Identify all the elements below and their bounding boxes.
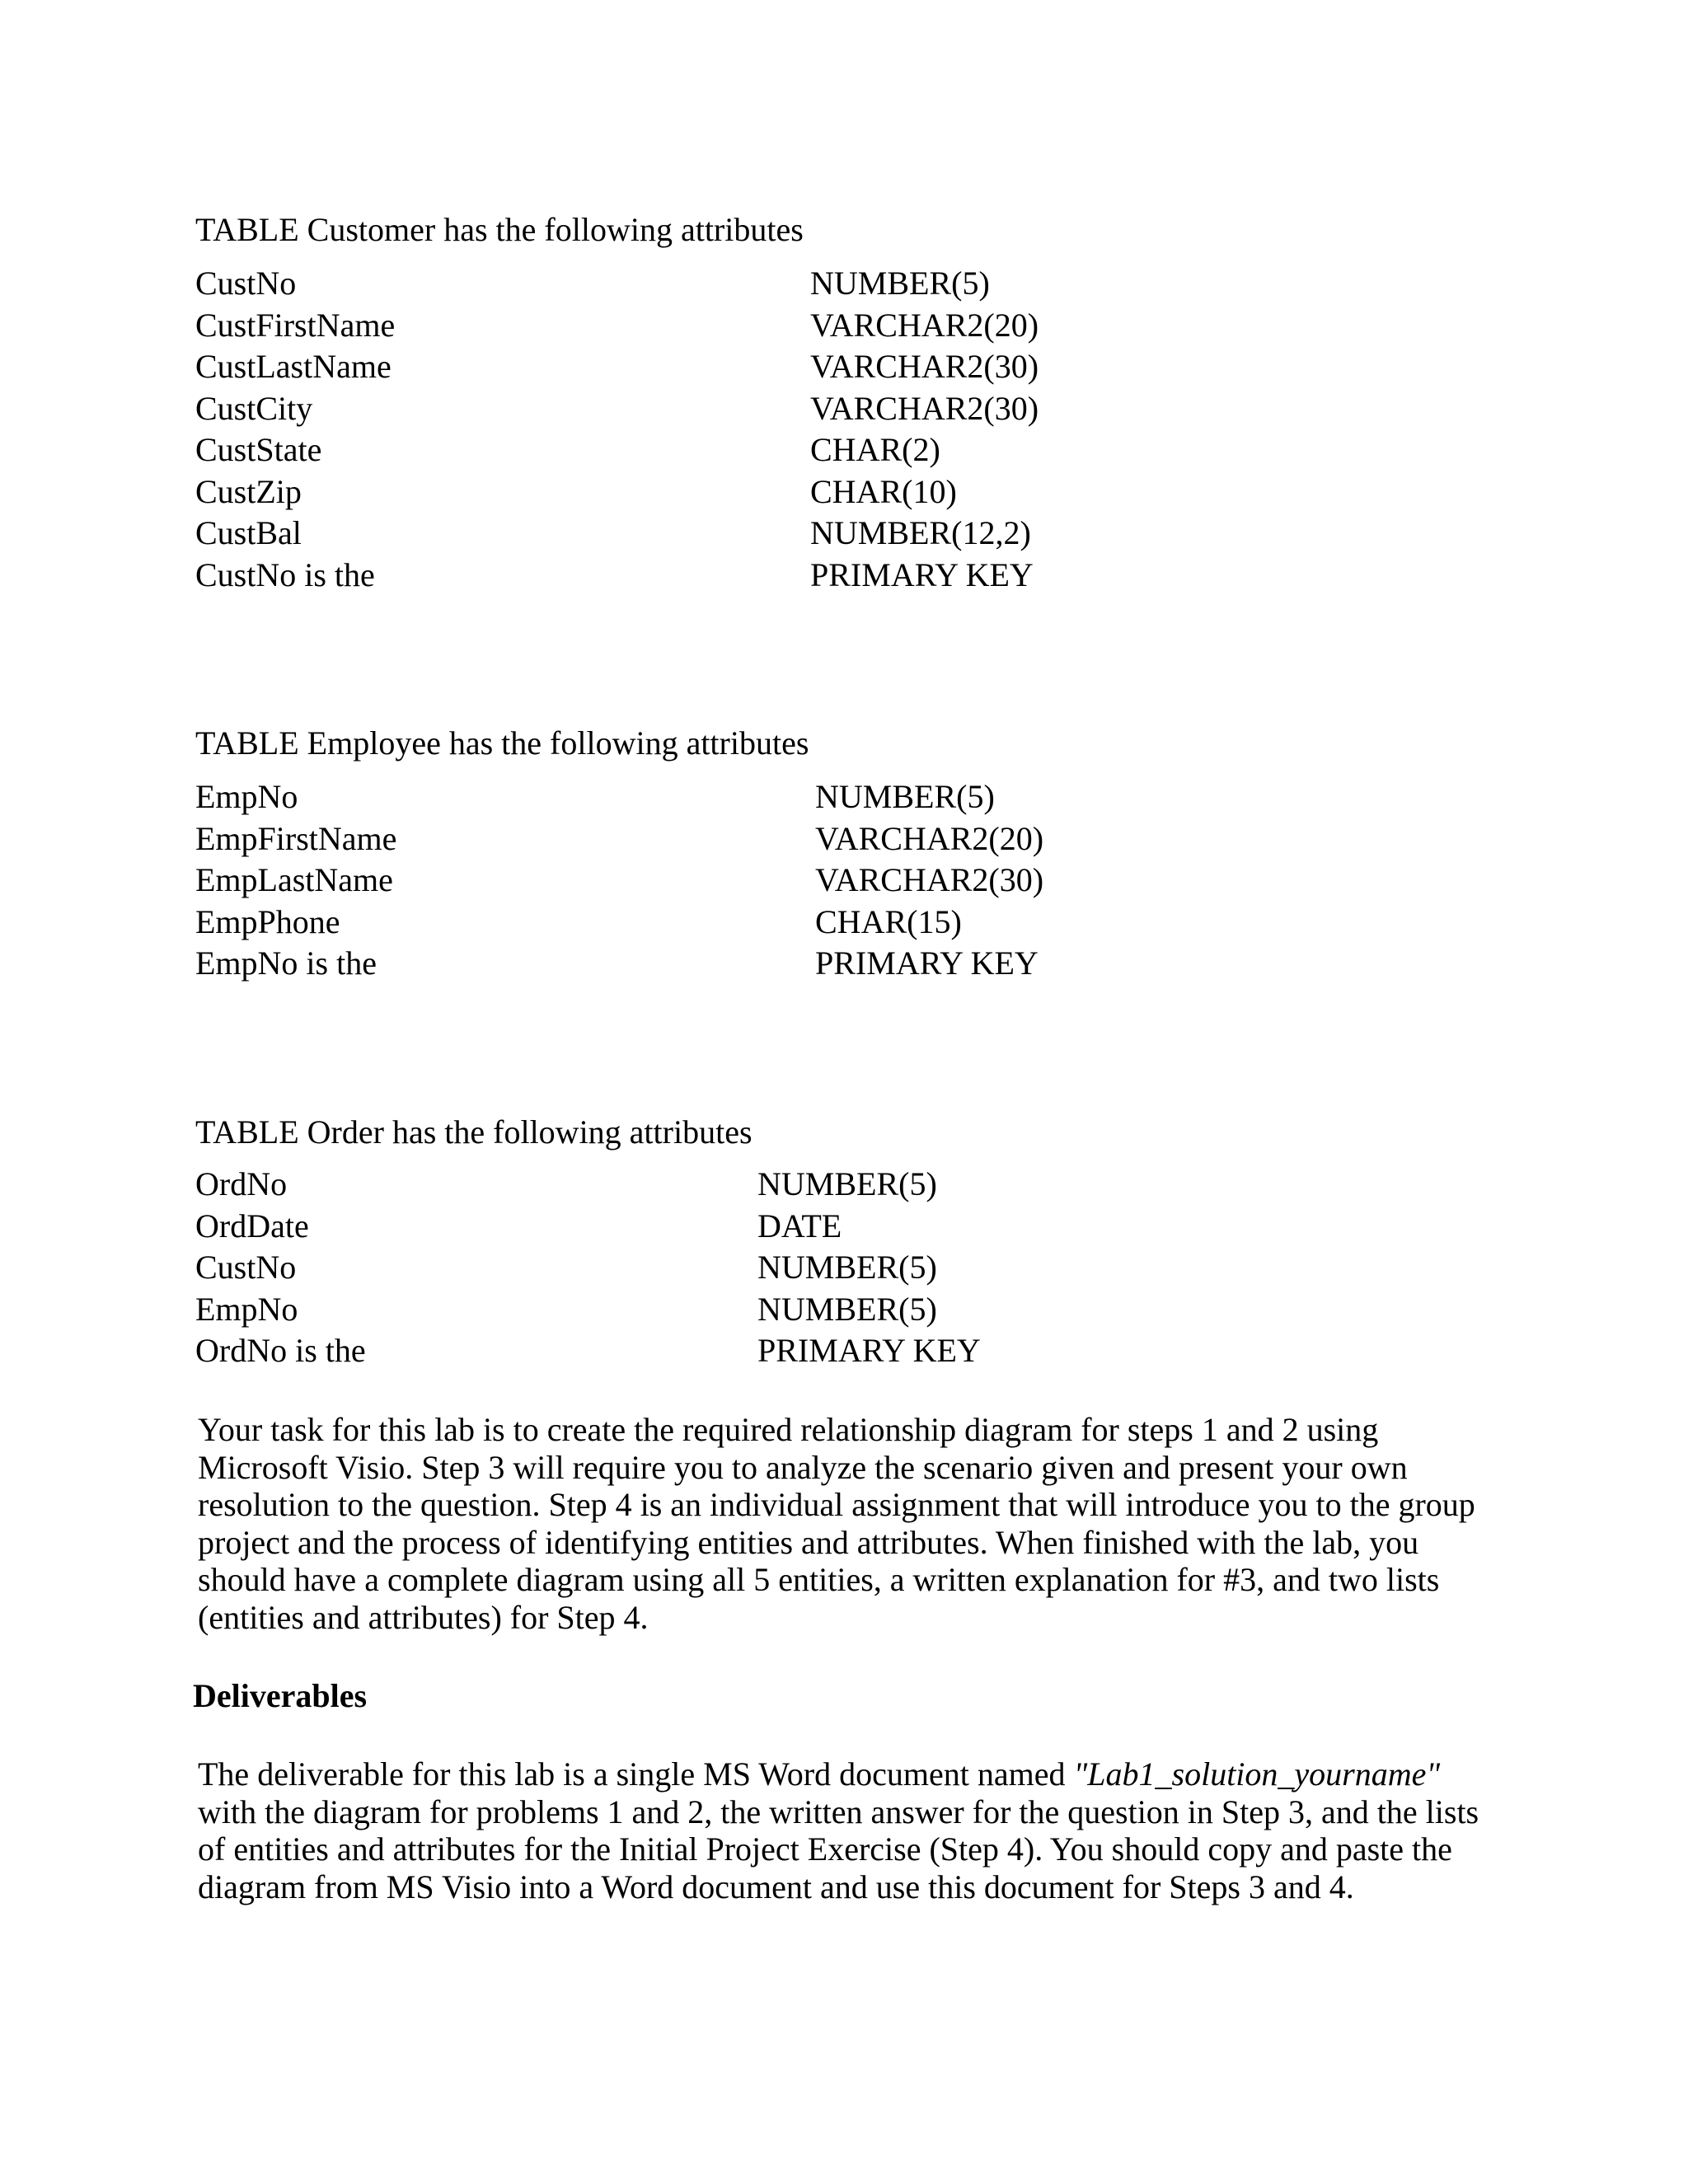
deliverables-heading: Deliverables bbox=[193, 1677, 368, 1714]
attribute-name: OrdNo bbox=[195, 1165, 288, 1202]
customer-table-block bbox=[195, 210, 1039, 596]
attribute-name: CustState bbox=[195, 431, 322, 468]
attribute-row bbox=[195, 818, 1044, 860]
task-paragraph bbox=[198, 1411, 1500, 1636]
attribute-row bbox=[195, 471, 957, 513]
attribute-name: CustNo is the bbox=[195, 555, 375, 593]
attribute-row bbox=[195, 776, 995, 818]
attribute-row bbox=[195, 305, 1039, 347]
attribute-name: OrdNo is the bbox=[195, 1332, 366, 1369]
task-line: Your task for this lab is to create the required relationship diagram for steps 1 and 2 using bbox=[198, 1411, 1379, 1448]
attribute-name: CustZip bbox=[195, 472, 302, 510]
task-line: project and the process of identifying entities and attributes. When finished with the lab, you bbox=[198, 1523, 1419, 1561]
task-line: should have a complete diagram using all 5 entities, a written explanation for #3, and two lists bbox=[198, 1561, 1440, 1598]
employee-table-title: TABLE Employee has the following attributes bbox=[195, 724, 809, 762]
attribute-type: DATE bbox=[757, 1207, 842, 1244]
primary-key-row bbox=[195, 555, 1034, 597]
customer-attribute-list bbox=[195, 263, 1039, 596]
attribute-name: CustBal bbox=[195, 514, 302, 551]
attribute-type: VARCHAR2(30) bbox=[810, 348, 1039, 385]
attribute-type: VARCHAR2(30) bbox=[810, 389, 1039, 427]
attribute-row bbox=[195, 263, 990, 305]
deliverable-paragraph bbox=[198, 1755, 1500, 1905]
attribute-name: CustNo bbox=[195, 265, 297, 302]
attribute-row bbox=[195, 1164, 937, 1206]
attribute-type: PRIMARY KEY bbox=[757, 1332, 981, 1369]
attribute-name: CustNo bbox=[195, 1249, 297, 1286]
primary-key-row bbox=[195, 1330, 981, 1372]
order-table-block bbox=[195, 1113, 981, 1372]
attribute-type: VARCHAR2(20) bbox=[810, 306, 1039, 344]
attribute-type: NUMBER(5) bbox=[757, 1290, 937, 1328]
order-table-title: TABLE Order has the following attributes bbox=[195, 1113, 753, 1151]
customer-table-title: TABLE Customer has the following attributes bbox=[195, 211, 804, 248]
attribute-type: CHAR(2) bbox=[810, 431, 940, 468]
attribute-name: EmpPhone bbox=[195, 902, 340, 940]
attribute-row bbox=[195, 1247, 937, 1289]
attribute-row bbox=[195, 388, 1039, 430]
attribute-name: CustFirstName bbox=[195, 306, 396, 344]
attribute-name: CustLastName bbox=[195, 348, 392, 385]
document-filename: "Lab1_solution_yourname" bbox=[1073, 1755, 1441, 1793]
attribute-type: CHAR(10) bbox=[810, 472, 957, 510]
attribute-type: PRIMARY KEY bbox=[810, 555, 1034, 593]
task-line: Microsoft Visio. Step 3 will require you to analyze the scenario given and present your own bbox=[198, 1448, 1408, 1486]
attribute-type: NUMBER(5) bbox=[815, 778, 995, 815]
primary-key-row bbox=[195, 943, 1039, 985]
deliverable-line: diagram from MS Visio into a Word document and use this document for Steps 3 and 4. bbox=[198, 1868, 1354, 1905]
attribute-name: OrdDate bbox=[195, 1207, 309, 1244]
attribute-name: EmpNo bbox=[195, 778, 298, 815]
deliverable-intro: The deliverable for this lab is a single MS Word document named bbox=[198, 1755, 1074, 1793]
task-line: resolution to the question. Step 4 is an individual assignment that will introduce you to the group bbox=[198, 1486, 1475, 1523]
attribute-type: NUMBER(5) bbox=[757, 1165, 937, 1202]
attribute-name: EmpLastName bbox=[195, 861, 393, 898]
attribute-row bbox=[195, 1289, 937, 1331]
attribute-type: NUMBER(5) bbox=[810, 265, 990, 302]
attribute-name: CustCity bbox=[195, 389, 313, 427]
attribute-row bbox=[195, 902, 962, 944]
task-line: (entities and attributes) for Step 4. bbox=[198, 1598, 649, 1636]
deliverable-line: of entities and attributes for the Initial Project Exercise (Step 4). You should copy and paste the bbox=[198, 1830, 1452, 1868]
attribute-type: NUMBER(5) bbox=[757, 1249, 937, 1286]
attribute-type: NUMBER(12,2) bbox=[810, 514, 1031, 551]
deliverable-line: with the diagram for problems 1 and 2, the written answer for the question in Step 3, and the lists bbox=[198, 1793, 1479, 1830]
attribute-type: PRIMARY KEY bbox=[815, 944, 1039, 982]
attribute-name: EmpNo bbox=[195, 1290, 298, 1328]
employee-attribute-list bbox=[195, 776, 1044, 985]
attribute-row bbox=[195, 429, 940, 471]
attribute-row bbox=[195, 1206, 842, 1248]
attribute-name: EmpNo is the bbox=[195, 944, 377, 982]
attribute-name: EmpFirstName bbox=[195, 819, 397, 857]
deliverable-line bbox=[198, 1755, 1500, 1793]
attribute-type: VARCHAR2(30) bbox=[815, 861, 1044, 898]
attribute-row bbox=[195, 346, 1039, 388]
attribute-row bbox=[195, 513, 1031, 555]
attribute-type: CHAR(15) bbox=[815, 902, 962, 940]
order-attribute-list bbox=[195, 1164, 981, 1372]
employee-table-block bbox=[195, 724, 1044, 985]
attribute-row bbox=[195, 860, 1044, 902]
attribute-type: VARCHAR2(20) bbox=[815, 819, 1044, 857]
